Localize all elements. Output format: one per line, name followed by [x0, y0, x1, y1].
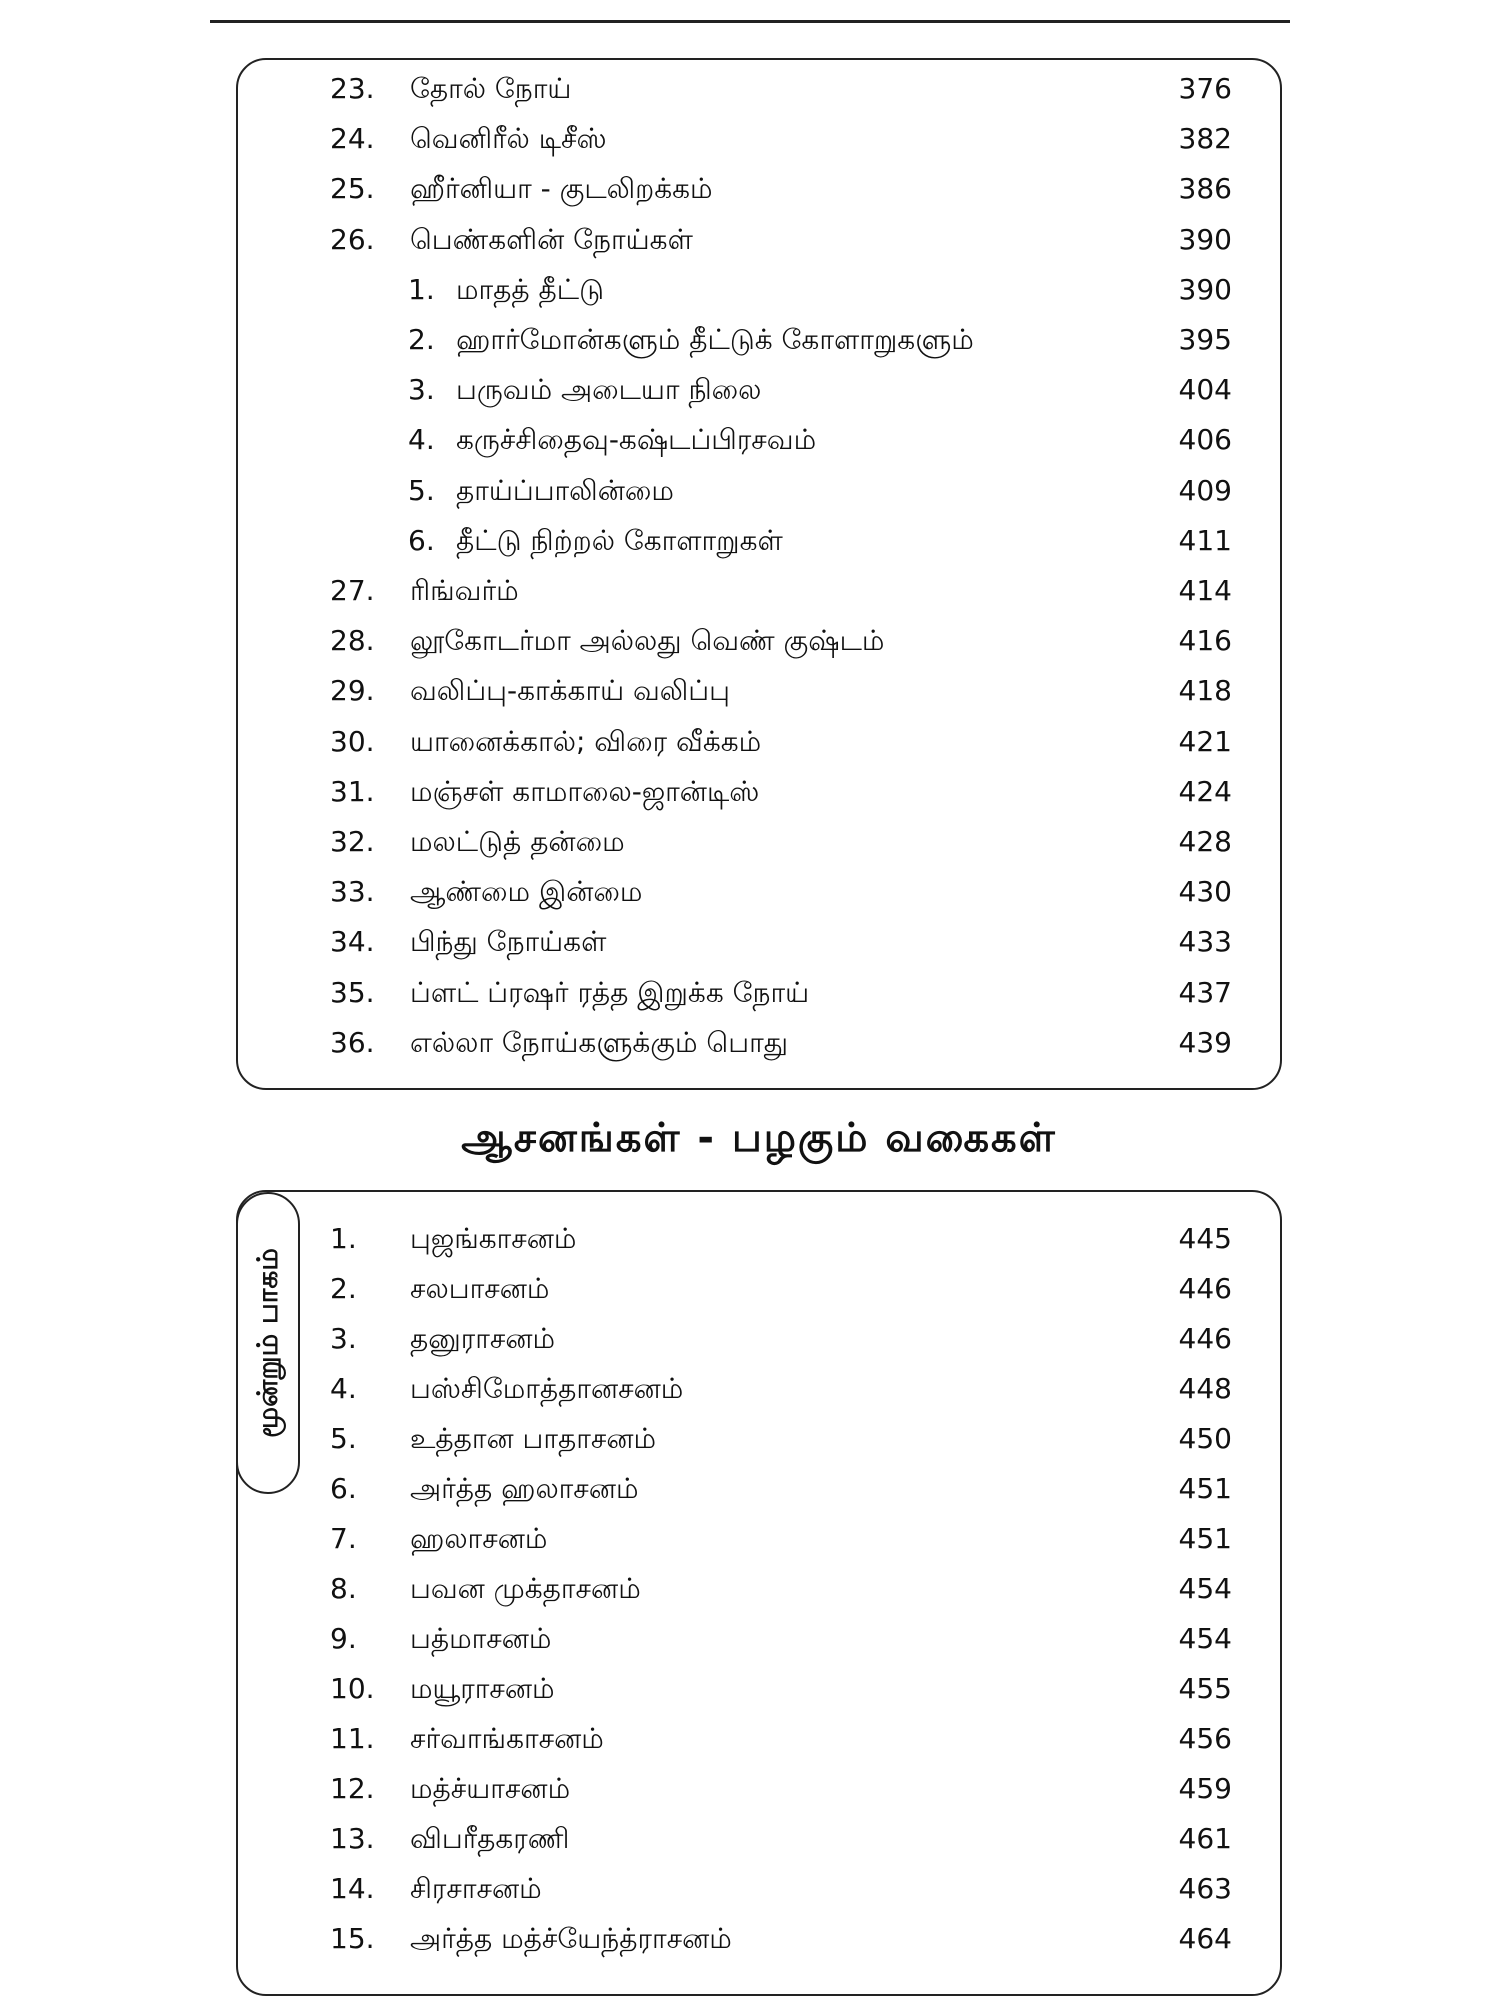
entry-page-number: 456: [1178, 1722, 1232, 1755]
toc-entry: [238, 164, 1280, 214]
entry-title: யானைக்கால்; விரை வீக்கம்: [410, 724, 762, 758]
entry-page-number: 450: [1178, 1422, 1232, 1455]
part-label: மூன்றும் பாகம்: [251, 1248, 285, 1438]
entry-number: 3.: [330, 1322, 357, 1355]
toc-entry: [238, 1864, 1280, 1914]
entry-title: ஹலாசனம்: [410, 1522, 548, 1555]
entry-page-number: 421: [1178, 724, 1232, 758]
entry-page-number: 424: [1178, 774, 1232, 808]
toc-entry: [238, 566, 1280, 616]
toc-entry: [238, 1464, 1280, 1514]
entry-page-number: 451: [1178, 1472, 1232, 1505]
entry-number: 36.: [330, 1025, 375, 1059]
entry-title: மயூராசனம்: [410, 1672, 555, 1705]
entry-number: 3.: [408, 373, 435, 407]
entry-number: 4.: [330, 1372, 357, 1405]
entry-number: 15.: [330, 1922, 375, 1955]
entry-title: ப்ளட் ப்ரஷர் ரத்த இறுக்க நோய்: [410, 975, 810, 1009]
section-heading: ஆசனங்கள் - பழகும் வகைகள்: [461, 1115, 1057, 1161]
toc-subentry: [238, 315, 1280, 365]
toc-subentry: [238, 415, 1280, 465]
toc-entry: [238, 717, 1280, 767]
entry-number: 29.: [330, 674, 375, 708]
entry-number: 30.: [330, 724, 375, 758]
toc-entry: [238, 968, 1280, 1018]
toc-entry: [238, 666, 1280, 716]
toc-entry: [238, 1414, 1280, 1464]
entry-title: புஜங்காசனம்: [410, 1222, 577, 1255]
entry-number: 28.: [330, 624, 375, 658]
entry-number: 1.: [408, 272, 435, 306]
entry-title: வெனிரீல் டிசீஸ்: [410, 122, 607, 156]
entry-title: தீட்டு நிற்றல் கோளாறுகள்: [456, 523, 783, 557]
toc-subentry: [238, 265, 1280, 315]
entry-title: பருவம் அடையா நிலை: [456, 373, 762, 407]
entry-title: மாதத் தீட்டு: [456, 272, 605, 306]
entry-number: 2.: [408, 323, 435, 356]
toc-box-diseases: [236, 58, 1282, 1090]
entry-page-number: 418: [1178, 674, 1232, 708]
entry-title: மஞ்சள் காமாலை-ஜான்டிஸ்: [410, 774, 760, 808]
toc-entry: [238, 1264, 1280, 1314]
entry-title: விபரீதகரணி: [410, 1822, 570, 1855]
entry-page-number: 433: [1178, 925, 1232, 959]
toc-entry: [238, 1714, 1280, 1764]
entry-page-number: 376: [1178, 72, 1232, 105]
entry-page-number: 386: [1178, 172, 1232, 206]
entry-title: உத்தான பாதாசனம்: [410, 1422, 657, 1455]
entry-number: 27.: [330, 574, 375, 607]
toc-subentry: [238, 516, 1280, 566]
entry-number: 13.: [330, 1822, 375, 1855]
toc-entry: [238, 1018, 1280, 1068]
entry-title: அர்த்த ஹலாசனம்: [410, 1472, 639, 1505]
entry-page-number: 416: [1178, 624, 1232, 658]
toc-entry: [238, 215, 1280, 265]
toc-entry: [238, 1314, 1280, 1364]
toc-entry: [238, 867, 1280, 917]
entry-page-number: 437: [1178, 975, 1232, 1009]
entry-title: பஸ்சிமோத்தானசனம்: [410, 1372, 684, 1405]
entry-title: ஹீர்னியா - குடலிறக்கம்: [410, 172, 713, 206]
entry-number: 12.: [330, 1772, 375, 1805]
toc-entry: [238, 1614, 1280, 1664]
entry-title: மத்ச்யாசனம்: [410, 1772, 571, 1805]
entry-number: 10.: [330, 1672, 375, 1705]
entry-number: 33.: [330, 875, 375, 909]
entry-number: 5.: [408, 473, 435, 507]
entry-number: 35.: [330, 975, 375, 1009]
entry-number: 31.: [330, 774, 375, 808]
entry-number: 34.: [330, 925, 375, 959]
entry-title: எல்லா நோய்களுக்கும் பொது: [410, 1025, 788, 1059]
entry-number: 1.: [330, 1222, 357, 1255]
entry-page-number: 390: [1178, 272, 1232, 306]
entry-title: பெண்களின் நோய்கள்: [410, 222, 693, 256]
toc-subentry: [238, 466, 1280, 516]
entry-page-number: 382: [1178, 122, 1232, 156]
entry-page-number: 406: [1178, 423, 1232, 457]
entry-page-number: 446: [1178, 1272, 1232, 1305]
toc-entry: [238, 1364, 1280, 1414]
entry-page-number: 446: [1178, 1322, 1232, 1355]
entry-page-number: 409: [1178, 473, 1232, 507]
part-label-tab: [236, 1192, 300, 1494]
entry-number: 7.: [330, 1522, 357, 1555]
entry-title: ரிங்வர்ம்: [410, 574, 519, 607]
entry-title: பவன முக்தாசனம்: [410, 1572, 641, 1605]
toc-entry: [238, 114, 1280, 164]
entry-title: ஆண்மை இன்மை: [410, 875, 643, 909]
entry-page-number: 395: [1178, 323, 1232, 356]
entry-number: 2.: [330, 1272, 357, 1305]
entry-title: தாய்ப்பாலின்மை: [456, 473, 674, 507]
entry-number: 14.: [330, 1872, 375, 1905]
entry-title: பத்மாசனம்: [410, 1622, 552, 1655]
entry-title: கருச்சிதைவு-கஷ்டப்பிரசவம்: [456, 423, 817, 457]
entry-page-number: 430: [1178, 875, 1232, 909]
toc-entry: [238, 616, 1280, 666]
toc-entry: [238, 1914, 1280, 1964]
entry-page-number: 445: [1178, 1222, 1232, 1255]
entry-title: மலட்டுத் தன்மை: [410, 825, 625, 858]
entry-number: 8.: [330, 1572, 357, 1605]
entry-number: 6.: [408, 523, 435, 557]
entry-title: சர்வாங்காசனம்: [410, 1722, 604, 1755]
toc-entry: [238, 64, 1280, 114]
entry-page-number: 451: [1178, 1522, 1232, 1555]
entry-title: சிரசாசனம்: [410, 1872, 542, 1905]
entry-title: சலபாசனம்: [410, 1272, 550, 1305]
entry-page-number: 463: [1178, 1872, 1232, 1905]
entry-number: 24.: [330, 122, 375, 156]
entry-title: பிந்து நோய்கள்: [410, 925, 607, 959]
entry-number: 5.: [330, 1422, 357, 1455]
entry-number: 11.: [330, 1722, 375, 1755]
entry-page-number: 459: [1178, 1772, 1232, 1805]
entry-title: வலிப்பு-காக்காய் வலிப்பு: [410, 674, 730, 708]
entry-title: லூகோடர்மா அல்லது வெண் குஷ்டம்: [410, 624, 885, 658]
entry-page-number: 428: [1178, 825, 1232, 858]
toc-box-asanas: [236, 1190, 1282, 1996]
toc-entry: [238, 767, 1280, 817]
toc-entry: [238, 1764, 1280, 1814]
entry-page-number: 414: [1178, 574, 1232, 607]
entry-page-number: 464: [1178, 1922, 1232, 1955]
entry-title: ஹார்மோன்களும் தீட்டுக் கோளாறுகளும்: [456, 323, 974, 356]
toc-subentry: [238, 365, 1280, 415]
entry-number: 23.: [330, 72, 375, 105]
entry-title: தனுராசனம்: [410, 1322, 556, 1355]
entry-number: 25.: [330, 172, 375, 206]
entry-title: அர்த்த மத்ச்யேந்த்ராசனம்: [410, 1922, 732, 1955]
toc-entry: [238, 1564, 1280, 1614]
top-rule: [210, 20, 1290, 23]
entry-page-number: 455: [1178, 1672, 1232, 1705]
entry-number: 4.: [408, 423, 435, 457]
entry-page-number: 461: [1178, 1822, 1232, 1855]
entry-title: தோல் நோய்: [410, 72, 572, 105]
toc-entry: [238, 917, 1280, 967]
toc-entry: [238, 1664, 1280, 1714]
toc-entry: [238, 1814, 1280, 1864]
entry-page-number: 411: [1178, 523, 1232, 557]
entry-page-number: 439: [1178, 1025, 1232, 1059]
entry-page-number: 454: [1178, 1572, 1232, 1605]
entry-number: 26.: [330, 222, 375, 256]
entry-number: 6.: [330, 1472, 357, 1505]
entry-page-number: 404: [1178, 373, 1232, 407]
entry-page-number: 448: [1178, 1372, 1232, 1405]
toc-entry: [238, 1514, 1280, 1564]
toc-entry: [238, 817, 1280, 867]
entry-number: 9.: [330, 1622, 357, 1655]
entry-page-number: 454: [1178, 1622, 1232, 1655]
toc-entry: [238, 1214, 1280, 1264]
entry-page-number: 390: [1178, 222, 1232, 256]
entry-number: 32.: [330, 825, 375, 858]
